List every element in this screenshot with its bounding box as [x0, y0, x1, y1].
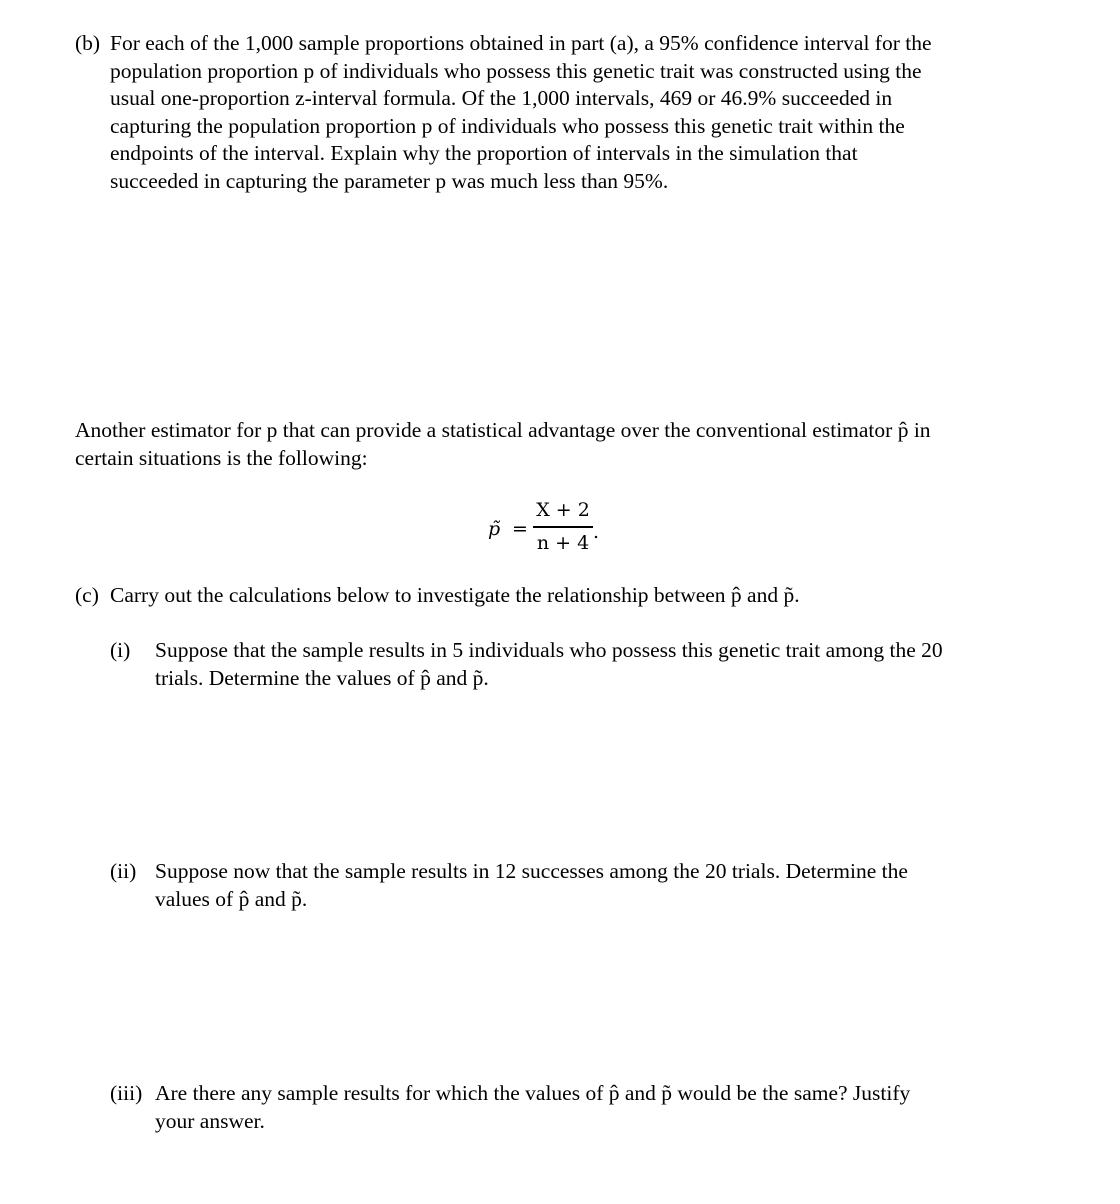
part-b-line: usual one-proportion z-interval formula. Of the 1,000 intervals, 469 or 46.9% succeeded in — [110, 86, 893, 110]
intro-text — [75, 417, 1075, 472]
item-iii-line: your answer. — [155, 1108, 265, 1133]
part-c-text: Carry out the calculations below to investigate the relationship between p̂ and p̃. — [110, 583, 800, 607]
part-b-line: endpoints of the interval. Explain why the proportion of intervals in the simulation that — [110, 141, 858, 165]
item-i-label: (i) — [110, 638, 131, 662]
part-b-line: population proportion p of individuals who possess this genetic trait was constructed using the — [110, 58, 922, 83]
item-ii-label: (ii) — [110, 859, 137, 883]
item-iii-line: Are there any sample results for which the values of p̂ and p̃ would be the same? Justify — [155, 1081, 911, 1105]
formula-lhs: p̃ — [488, 518, 501, 540]
formula-denominator: n + 4 — [536, 532, 590, 554]
part-c-label: (c) — [75, 583, 99, 607]
item-i-line: trials. Determine the values of p̂ and p̃. — [155, 665, 489, 690]
formula-numerator: X + 2 — [536, 499, 590, 521]
item-ii-line: Suppose now that the sample results in 12 successes among the 20 trials. Determine the — [155, 859, 908, 883]
intro-line: Another estimator for p that can provide a statistical advantage over the conventional estimator p̂ in — [75, 418, 931, 442]
item-i-text — [155, 637, 1075, 692]
part-b-line: capturing the population proportion p of individuals who possess this genetic trait within the — [110, 113, 905, 138]
item-iii-label: (iii) — [110, 1081, 143, 1105]
part-b-line: For each of the 1,000 sample proportions obtained in part (a), a 95% confidence interval for the — [110, 31, 932, 55]
intro-line: certain situations is the following: — [75, 445, 368, 470]
item-iii-text — [155, 1080, 1075, 1135]
item-ii-text — [155, 858, 1075, 913]
item-i-line: Suppose that the sample results in 5 individuals who possess this genetic trait among the 20 — [155, 638, 943, 662]
item-ii-line: values of p̂ and p̃. — [155, 886, 308, 911]
fraction-bar — [533, 526, 593, 528]
formula-equals: = — [512, 518, 528, 540]
formula-period: . — [593, 521, 600, 543]
part-b-label: (b) — [75, 31, 101, 55]
part-b-line: succeeded in capturing the parameter p was much less than 95%. — [110, 168, 669, 193]
p-tilde-formula — [488, 495, 608, 561]
part-b-text — [110, 30, 1070, 195]
